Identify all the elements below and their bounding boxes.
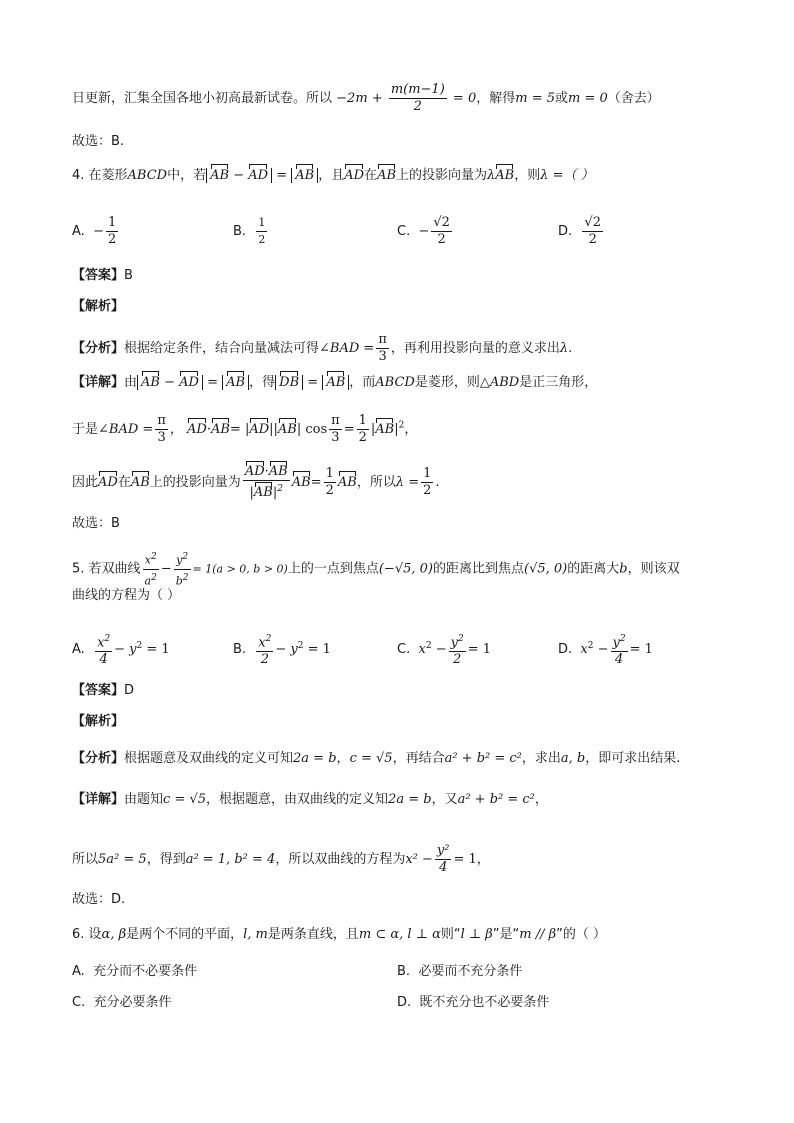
intro-line: 日更新，汇集全国各地小初高最新试卷。所以 −2m + $\frac{m(m-1)}{2}$ = 0，解得m = 5或m = 0（舍去） — [72, 82, 660, 114]
q4-analysis: 【分析】根据给定条件，结合向量减法可得∠BAD = $\frac{\pi}{3}$ ，再利用投影向量的意义求出λ. — [72, 332, 573, 364]
intro-fraction: $\frac{m(m-1)}{2}$ — [390, 82, 445, 114]
q5-analysis: 【分析】根据题意及双曲线的定义可知2a = b，c = √5，再结合a² + b² = c²，求出a, b，即可求出结果. — [72, 751, 681, 766]
q5-option-b: B. $\frac{x^2}{2}$ − $y^2 = 1$ — [233, 631, 331, 668]
q4-detail-line3: 因此AD在AB上的投影向量为 $\frac{AD\cdot AB}{|AB|^2}$ AB= $\frac{1}{2}$ AB，所以λ = $\frac{1}{2}$ . — [72, 464, 440, 501]
q6-option-a: A. 充分而不必要条件 — [72, 964, 198, 979]
q6-option-c: C. 充分必要条件 — [72, 995, 172, 1010]
q4-detail-line2: 于是∠BAD = $\frac{\pi}{3}$ ， AD·AB= |AD||AB| cos $\frac{\pi}{3}$ = $\frac{1}{2}$ $|AB|^2$， — [72, 413, 418, 445]
q4-option-d: D. $\frac{√2}{2}$ — [558, 215, 601, 247]
q6-option-d: D. 既不充分也不必要条件 — [397, 995, 550, 1010]
q4-option-a: A. − $\frac{1}{2}$ — [72, 215, 117, 247]
q4-option-c: C. − $\frac{√2}{2}$ — [397, 215, 450, 247]
q4-answer: 【答案】B — [72, 268, 133, 283]
q5-option-a: A. $\frac{x^2}{4}$ − $y^2 = 1$ — [72, 631, 170, 668]
q6-stem: 6. 设α, β是两个不同的平面，l, m是两条直线，且m ⊂ α, l ⊥ α则“l ⊥ β”是“m // β”的（ ） — [72, 927, 607, 942]
intro-math: −2m + — [336, 91, 383, 106]
q5-analysis-tag: 【解析】 — [72, 714, 125, 729]
q5-option-d: D. $x^2$ − $\frac{y^2}{4}$ = 1 — [558, 631, 653, 668]
q4-stem: 4. 在菱形ABCD中，若 AB − AD = AB ，且AD在AB上的投影向量为λAB，则λ =（ ） — [72, 168, 594, 183]
intro-text: 日更新，汇集全国各地小初高最新试卷。所以 — [72, 91, 333, 106]
q5-stem-line1: 5. 若双曲线 $\frac{x^2}{a^2}$ − $\frac{y^2}{b^2}$ = 1(a > 0, b > 0)上的一点到焦点(−√5, 0)的距离比到焦点(√5, 0)的距离大b，则该双 — [72, 549, 680, 589]
q6-option-b: B. 必要而不充分条件 — [397, 964, 523, 979]
q4-option-b: B. $\frac{1}{2}$ — [233, 216, 266, 246]
q5-option-c: C. $x^2$ − $\frac{y^2}{2}$ = 1 — [397, 631, 491, 668]
q5-answer: 【答案】D — [72, 683, 135, 698]
q5-detail-line1: 【详解】由题知c = √5，根据题意，由双曲线的定义知2a = b，又a² + b² = c²， — [72, 792, 548, 807]
q4-analysis-tag: 【解析】 — [72, 299, 125, 314]
q3-choice: 故选：B. — [72, 134, 125, 149]
q5-choice: 故选：D. — [72, 892, 126, 907]
q4-detail-line1: 【详解】由 AB − AD = AB ，得 DB = AB ，而ABCD是菱形，则△ABD是正三角形， — [72, 375, 598, 390]
q5-detail-line2: 所以5a² = 5，得到a² = 1, b² = 4，所以双曲线的方程为x² − $\frac{\text{y²}}{4}$ = 1， — [72, 843, 490, 875]
q5-stem-line2: 曲线的方程为（ ） — [72, 588, 181, 603]
q4-choice: 故选：B — [72, 516, 120, 531]
